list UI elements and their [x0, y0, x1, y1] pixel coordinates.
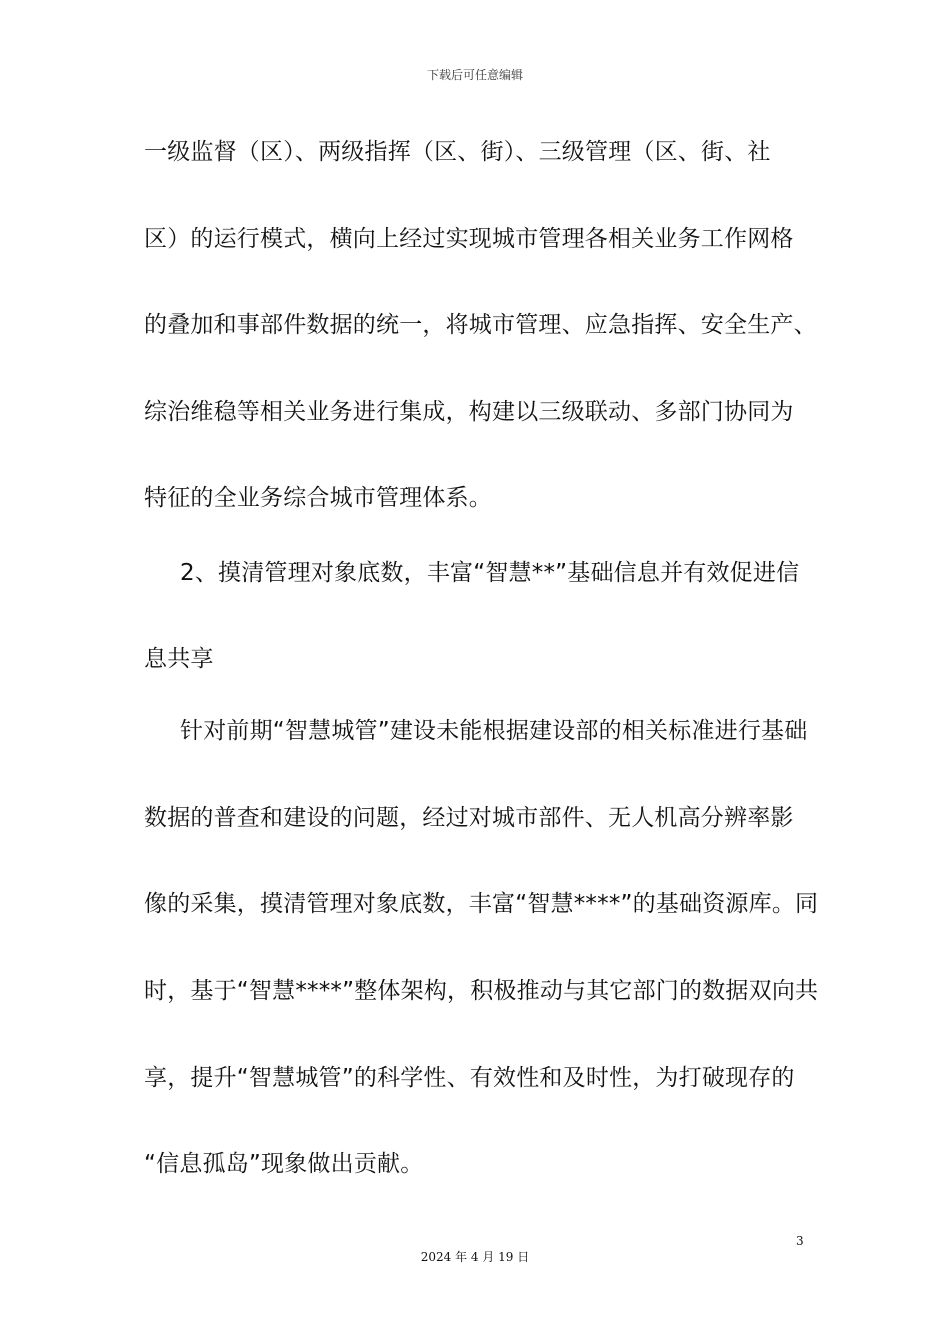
body-line: 针对前期“智慧城管”建设未能根据建设部的相关标准进行基础 — [180, 718, 808, 744]
section-heading-line: 2、摸清管理对象底数，丰富“智慧**”基础信息并有效促进信 — [180, 560, 800, 586]
page-number: 3 — [796, 1234, 804, 1248]
body-line: 综治维稳等相关业务进行集成，构建以三级联动、多部门协同为 — [144, 399, 794, 425]
footer-date: 2024 年 4 月 19 日 — [420, 1250, 530, 1264]
body-line: 一级监督（区）、两级指挥（区、街）、三级管理（区、街、社 — [144, 139, 771, 165]
body-line: 享，提升“智慧城管”的科学性、有效性和及时性，为打破现存的 — [144, 1065, 795, 1091]
body-line: 时，基于“智慧****”整体架构，积极推动与其它部门的数据双向共 — [144, 978, 819, 1004]
body-line: 特征的全业务综合城市管理体系。 — [144, 485, 492, 511]
body-line: 区）的运行模式，横向上经过实现城市管理各相关业务工作网格 — [144, 226, 794, 252]
page-header: 下载后可任意编辑 — [426, 68, 523, 82]
body-line: “信息孤岛”现象做出贡献。 — [144, 1151, 424, 1177]
body-line: 数据的普查和建设的问题，经过对城市部件、无人机高分辨率影 — [144, 805, 794, 831]
section-heading-line: 息共享 — [144, 646, 214, 672]
body-line: 像的采集，摸清管理对象底数，丰富“智慧****”的基础资源库。同 — [144, 891, 819, 917]
body-line: 的叠加和事部件数据的统一，将城市管理、应急指挥、安全生产、 — [144, 312, 817, 338]
